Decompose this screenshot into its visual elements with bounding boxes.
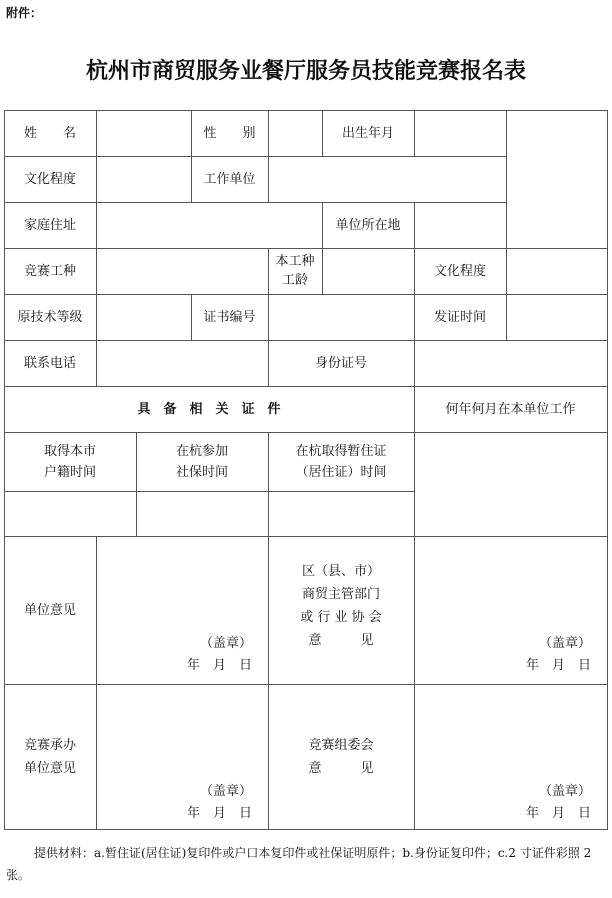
grid-line [4, 829, 608, 830]
grid-line [4, 491, 414, 492]
date-district: 年 月 日 [526, 658, 592, 673]
stamp-district: （盖章） [539, 636, 592, 651]
grid-line [96, 294, 97, 340]
stamp-unit: （盖章） [200, 636, 253, 651]
grid-line [96, 248, 97, 294]
label-name: 姓 名 [23, 125, 76, 141]
label-organizer-opinion: 竞赛承办 单位意见 [23, 737, 76, 776]
grid-line [96, 340, 97, 386]
label-gender: 性 别 [203, 125, 256, 141]
grid-line [607, 110, 608, 830]
page-title: 杭州市商贸服务业餐厅服务员技能竞赛报名表 [85, 58, 526, 84]
label-committee-opinion: 竞赛组委会 意 见 [308, 737, 374, 776]
label-education-2: 文化程度 [433, 263, 486, 279]
label-start-work-time: 何年何月在本单位工作 [445, 401, 576, 417]
label-education: 文化程度 [23, 171, 76, 187]
grid-line [96, 156, 97, 202]
grid-line [96, 536, 97, 830]
label-issue-date: 发证时间 [433, 309, 486, 325]
grid-line [414, 536, 415, 830]
stamp-committee: （盖章） [539, 784, 592, 799]
label-unit-location: 单位所在地 [335, 217, 401, 233]
attachment-label: 附件： [6, 6, 43, 20]
label-home-address: 家庭住址 [23, 217, 76, 233]
label-original-level: 原技术等级 [17, 309, 83, 325]
grid-line [414, 202, 415, 248]
label-birth: 出生年月 [341, 125, 394, 141]
label-contest-trade: 竞赛工种 [23, 263, 76, 279]
label-unit-opinion: 单位意见 [23, 602, 76, 618]
label-social-security-time: 在杭参加 社保时间 [175, 443, 228, 480]
label-cert-number: 证书编号 [203, 309, 256, 325]
grid-line [96, 202, 97, 248]
date-organizer: 年 月 日 [187, 806, 253, 821]
date-unit: 年 月 日 [187, 658, 253, 673]
materials-note: 提供材料：a.暂住证(居住证)复印件或户口本复印件或社保证明原件；b.身份证复印件；c.2 寸证件彩照 2 张。 [6, 846, 592, 882]
label-hukou-time: 取得本市 户籍时间 [43, 443, 96, 480]
grid-line [322, 248, 323, 294]
label-district-opinion: 区（县、市） 商贸主管部门 或 行 业 协 会 意 见 [300, 564, 382, 648]
grid-line [268, 110, 269, 156]
label-certificates-header: 具 备 相 关 证 件 [137, 401, 281, 417]
grid-line [268, 156, 269, 202]
label-work-unit: 工作单位 [203, 171, 256, 187]
grid-line [414, 110, 415, 156]
label-residence-permit-time: 在杭取得暂住证 （居住证）时间 [295, 443, 387, 480]
grid-line [506, 110, 507, 340]
grid-line [414, 340, 415, 386]
label-phone: 联系电话 [23, 355, 76, 371]
stamp-organizer: （盖章） [200, 784, 253, 799]
label-id-number: 身份证号 [314, 355, 367, 371]
label-trade-years: 本工种 工龄 [275, 254, 315, 288]
grid-line [96, 110, 97, 156]
date-committee: 年 月 日 [526, 806, 592, 821]
grid-line [268, 294, 269, 340]
